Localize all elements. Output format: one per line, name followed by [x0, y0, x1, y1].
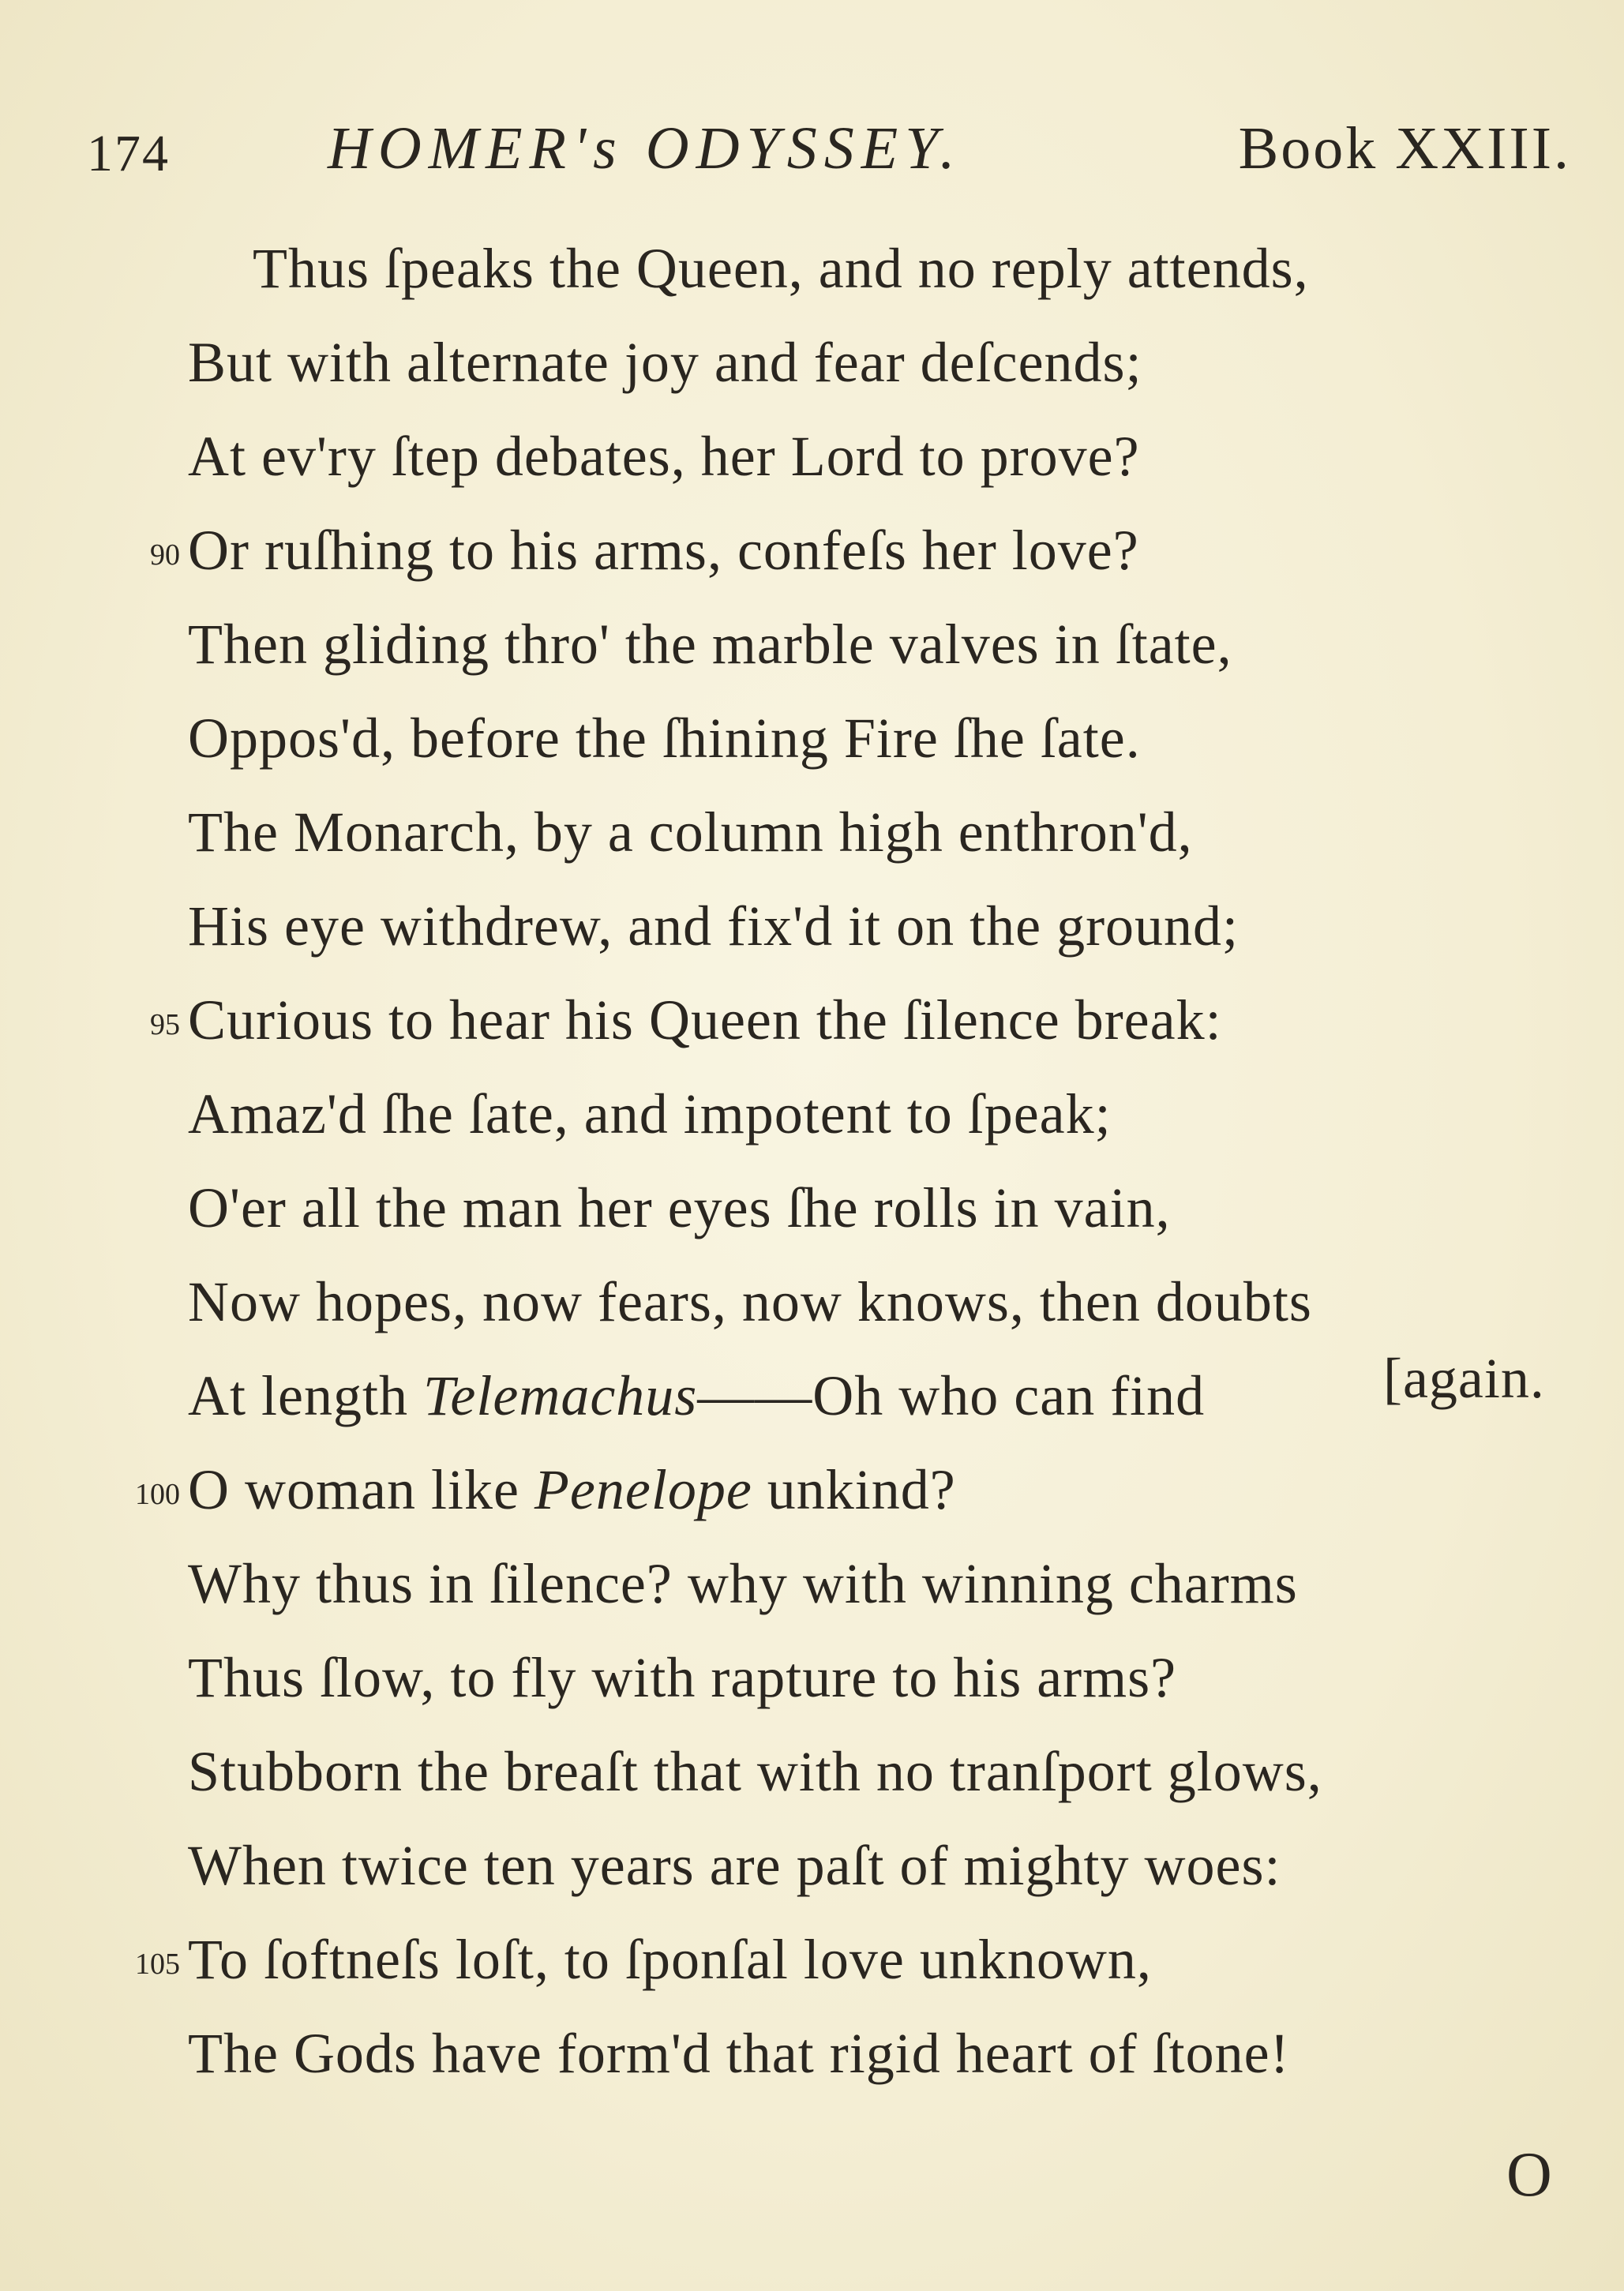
verse-text: [188, 1356, 1205, 1435]
verse-line: [0, 1074, 1624, 1161]
verse-line: [0, 981, 1624, 1067]
verse-text-part: At length: [188, 1364, 423, 1427]
verse-line: [0, 793, 1624, 879]
verse-line: [0, 1638, 1624, 1725]
verse-text: Oppos'd, before the ſhining Fire ſhe ſate.: [188, 707, 1141, 770]
verse-text: Why thus in ſilence? why with winning charms: [188, 1552, 1298, 1615]
verse-text: His eye withdrew, and fix'd it on the ground;: [188, 894, 1240, 958]
verse-line: [0, 1732, 1624, 1819]
verse-line: [0, 1544, 1624, 1631]
verse-text: Stubborn the breaſt that with no tranſport glows,: [188, 1740, 1322, 1803]
verse-text-part: O woman like: [188, 1458, 534, 1521]
verse-text: Curious to hear his Queen the ſilence break:: [188, 988, 1222, 1052]
italic-name-penelope: Penelope: [534, 1458, 752, 1521]
verse-line: [0, 1450, 1624, 1537]
verse-line: [0, 605, 1624, 692]
running-title: HOMER's ODYSSEY.: [328, 115, 962, 182]
verse-line: [0, 887, 1624, 973]
verse-line: [0, 1826, 1624, 1913]
line-number: 95: [150, 1008, 180, 1041]
verse-text: When twice ten years are paſt of mighty woes:: [188, 1834, 1281, 1897]
verse-text: The Monarch, by a column high enthron'd,: [188, 801, 1193, 864]
verse-line: [0, 2014, 1624, 2101]
verse-text-part: ——Oh who can find: [697, 1364, 1206, 1427]
verse-text: [188, 1450, 956, 1529]
verse-line: [0, 417, 1624, 504]
carried-over-word: [again.: [1383, 1347, 1545, 1410]
line-number: 100: [135, 1478, 180, 1511]
verse-line: [0, 699, 1624, 786]
verse-text: O'er all the man her eyes ſhe rolls in vain,: [188, 1176, 1171, 1239]
verse-text: Thus ſpeaks the Queen, and no reply attends,: [253, 237, 1309, 300]
book-label: Book XXIII.: [1238, 115, 1571, 182]
verse-line: [0, 323, 1624, 410]
verse-line: [0, 511, 1624, 598]
verse-line: [0, 1920, 1624, 2007]
verse-text: But with alternate joy and fear deſcends;: [188, 331, 1142, 394]
verse-line: [0, 1262, 1624, 1349]
line-number: 105: [135, 1948, 180, 1981]
verse-text: The Gods have form'd that rigid heart of ſtone!: [188, 2022, 1290, 2085]
verse-text-part: unkind?: [752, 1458, 956, 1521]
italic-name-telemachus: Telemachus: [422, 1364, 698, 1427]
verse-line: [0, 1168, 1624, 1255]
verse-text: At ev'ry ſtep debates, her Lord to prove?: [188, 425, 1140, 488]
verse-line: [0, 229, 1624, 316]
verse-text: Amaz'd ſhe ſate, and impotent to ſpeak;: [188, 1082, 1112, 1146]
verse-line: [0, 1347, 1624, 1443]
page-number: 174: [87, 125, 170, 182]
verse-text: Or ruſhing to his arms, confeſs her love?: [188, 519, 1139, 582]
line-number: 90: [150, 538, 180, 572]
verse-text: Then gliding thro' the marble valves in ſtate,: [188, 613, 1232, 676]
verse-text: To ſoftneſs loſt, to ſponſal love unknown,: [188, 1928, 1152, 1991]
verse-text: Now hopes, now fears, now knows, then doubts: [188, 1270, 1312, 1333]
page-header: [87, 107, 1571, 193]
verse-text: Thus ſlow, to fly with rapture to his arms?: [188, 1646, 1177, 1709]
catchword: O: [1506, 2140, 1552, 2210]
